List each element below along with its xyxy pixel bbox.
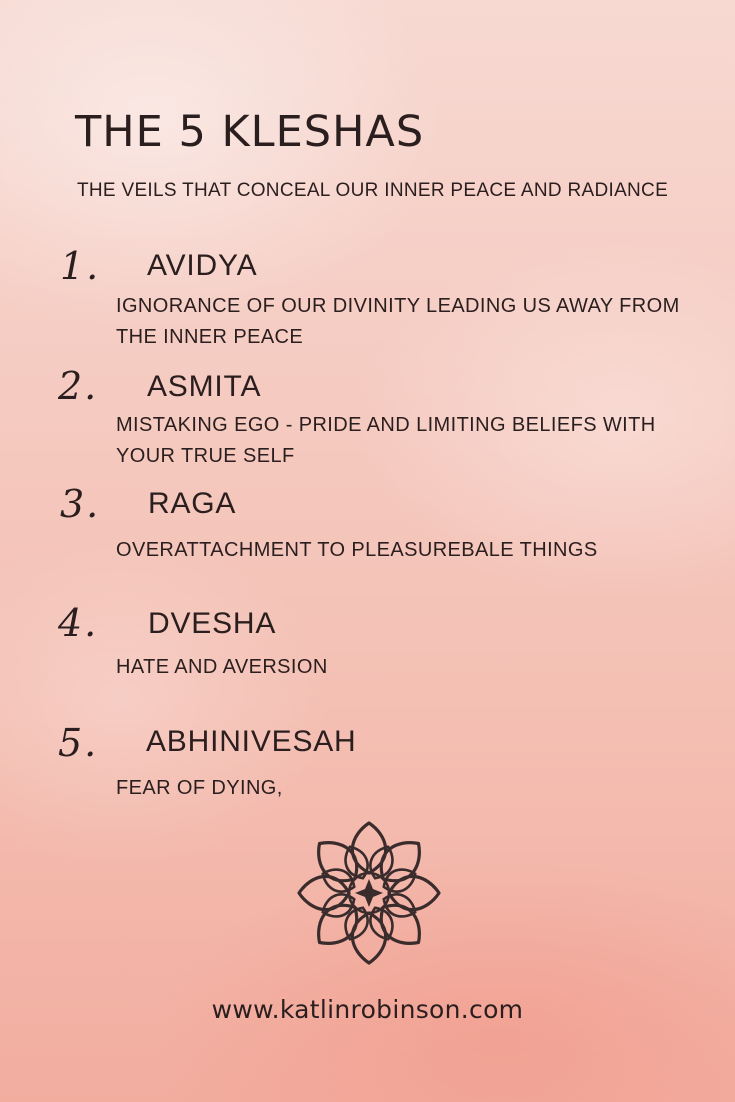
klesha-4-number: 4.: [58, 601, 99, 645]
klesha-5-number: 5.: [58, 721, 99, 765]
klesha-4-description: HATE AND AVERSION: [116, 656, 328, 678]
klesha-2-number: 2.: [58, 364, 99, 408]
klesha-3-description: OVERATTACHMENT TO PLEASUREBALE THINGS: [116, 539, 598, 561]
lotus-mandala-icon: [296, 820, 442, 966]
klesha-4-name: DVESHA: [148, 607, 277, 640]
website-url: www.katlinrobinson.com: [211, 995, 524, 1024]
klesha-3-name: RAGA: [148, 487, 237, 520]
klesha-2-name: ASMITA: [147, 370, 262, 403]
klesha-1-description: IGNORANCE OF OUR DIVINITY LEADING US AWAY FROM THE INNER PEACE: [116, 295, 680, 348]
klesha-2-description: MISTAKING EGO - PRIDE AND LIMITING BELIEFS WITH YOUR TRUE SELF: [116, 414, 656, 467]
klesha-3-number: 3.: [60, 482, 101, 526]
klesha-1-number: 1.: [60, 244, 101, 288]
klesha-1-name: AVIDYA: [147, 249, 258, 282]
klesha-5-name: ABHINIVESAH: [146, 725, 357, 758]
klesha-5-description: FEAR OF DYING,: [116, 777, 283, 799]
page-title: THE 5 KLESHAS: [75, 107, 425, 157]
page-subtitle: THE VEILS THAT CONCEAL OUR INNER PEACE AND RADIANCE: [77, 180, 669, 201]
